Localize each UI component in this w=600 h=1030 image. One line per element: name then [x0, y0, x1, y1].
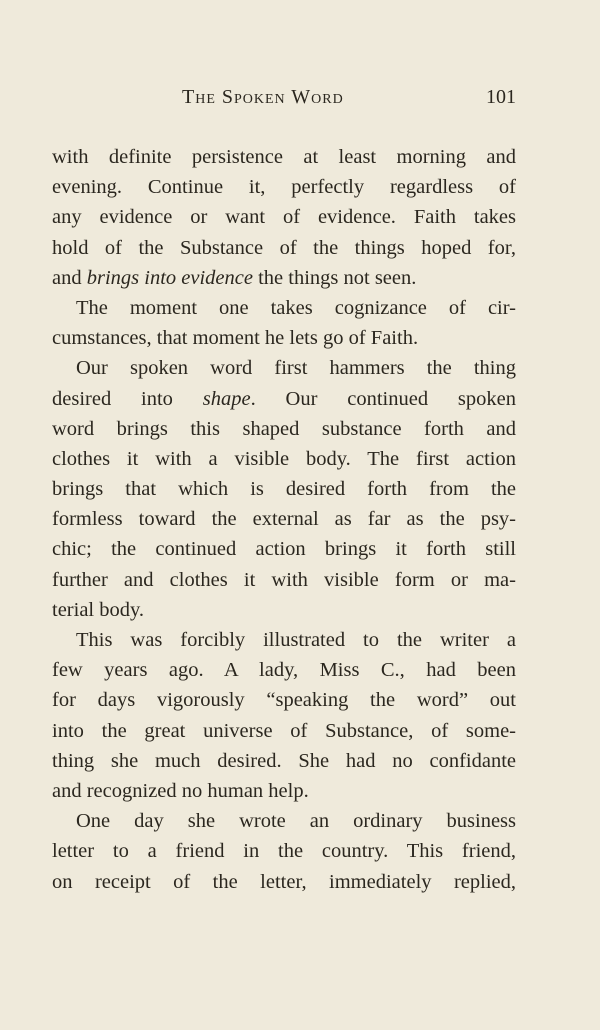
text-line [52, 595, 516, 625]
italic-text: shape [202, 387, 251, 410]
text-segment: for days vigorously “speaking the word” out [52, 689, 516, 712]
text-line [52, 474, 516, 504]
text-segment: and recognized no human help. [52, 779, 309, 802]
text-segment: into the great universe of Substance, of some- [52, 719, 516, 742]
text-segment: few years ago. A lady, Miss C., had been [52, 659, 516, 682]
text-line [52, 384, 516, 414]
page-header [182, 86, 516, 114]
text-line [52, 625, 516, 655]
text-segment: word brings this shaped substance forth and [52, 417, 516, 440]
running-title: The Spoken Word [182, 86, 344, 108]
text-line [52, 806, 516, 836]
text-line [52, 685, 516, 715]
text-segment: cumstances, that moment he lets go of Faith. [52, 327, 419, 350]
text-segment: This was forcibly illustrated to the writer a [76, 629, 516, 651]
text-segment: The moment one takes cognizance of cir- [76, 296, 516, 319]
italic-text: brings into evidence [86, 266, 253, 289]
text-line [52, 263, 516, 293]
text-line [52, 233, 516, 263]
text-line [52, 836, 516, 866]
text-segment: Our spoken word first hammers the thing [76, 357, 516, 380]
text-line [52, 565, 516, 595]
text-segment: and [52, 266, 87, 289]
text-segment: hold of the Substance of the things hoped for, [52, 236, 516, 259]
text-segment: . Our continued spoken [250, 387, 517, 410]
text-line [52, 504, 516, 534]
text-line [52, 534, 516, 564]
text-line [52, 293, 516, 323]
text-segment: letter to a friend in the country. This friend, [52, 840, 516, 863]
text-segment: brings that which is desired forth from the [52, 478, 516, 501]
text-line [52, 444, 516, 474]
text-segment: further and clothes it with visible form or ma- [52, 568, 516, 591]
text-line [52, 655, 516, 685]
body-text [52, 142, 516, 897]
text-segment: clothes it with a visible body. The first action [52, 447, 516, 470]
text-segment: evening. Continue it, perfectly regardless of [52, 176, 516, 199]
text-segment: chic; the continued action brings it forth still [52, 538, 516, 561]
text-line [52, 142, 516, 172]
text-segment: on receipt of the letter, immediately replied, [52, 870, 516, 893]
text-segment: with definite persistence at least morning and [52, 146, 516, 168]
text-segment: any evidence or want of evidence. Faith takes [52, 206, 516, 229]
text-segment: terial body. [52, 598, 145, 621]
text-line [52, 776, 516, 806]
text-segment: formless toward the external as far as the psy- [52, 508, 516, 531]
text-segment: thing she much desired. She had no confidante [52, 749, 516, 772]
text-line [52, 716, 516, 746]
text-segment: One day she wrote an ordinary business [76, 810, 516, 833]
text-line [52, 353, 516, 383]
text-line [52, 172, 516, 202]
text-line [52, 323, 516, 353]
text-segment: desired into [52, 387, 203, 410]
text-line [52, 202, 516, 232]
text-line [52, 867, 516, 897]
page-number: 101 [486, 86, 516, 108]
text-line [52, 414, 516, 444]
text-segment: the things not seen. [252, 266, 417, 289]
text-line [52, 746, 516, 776]
